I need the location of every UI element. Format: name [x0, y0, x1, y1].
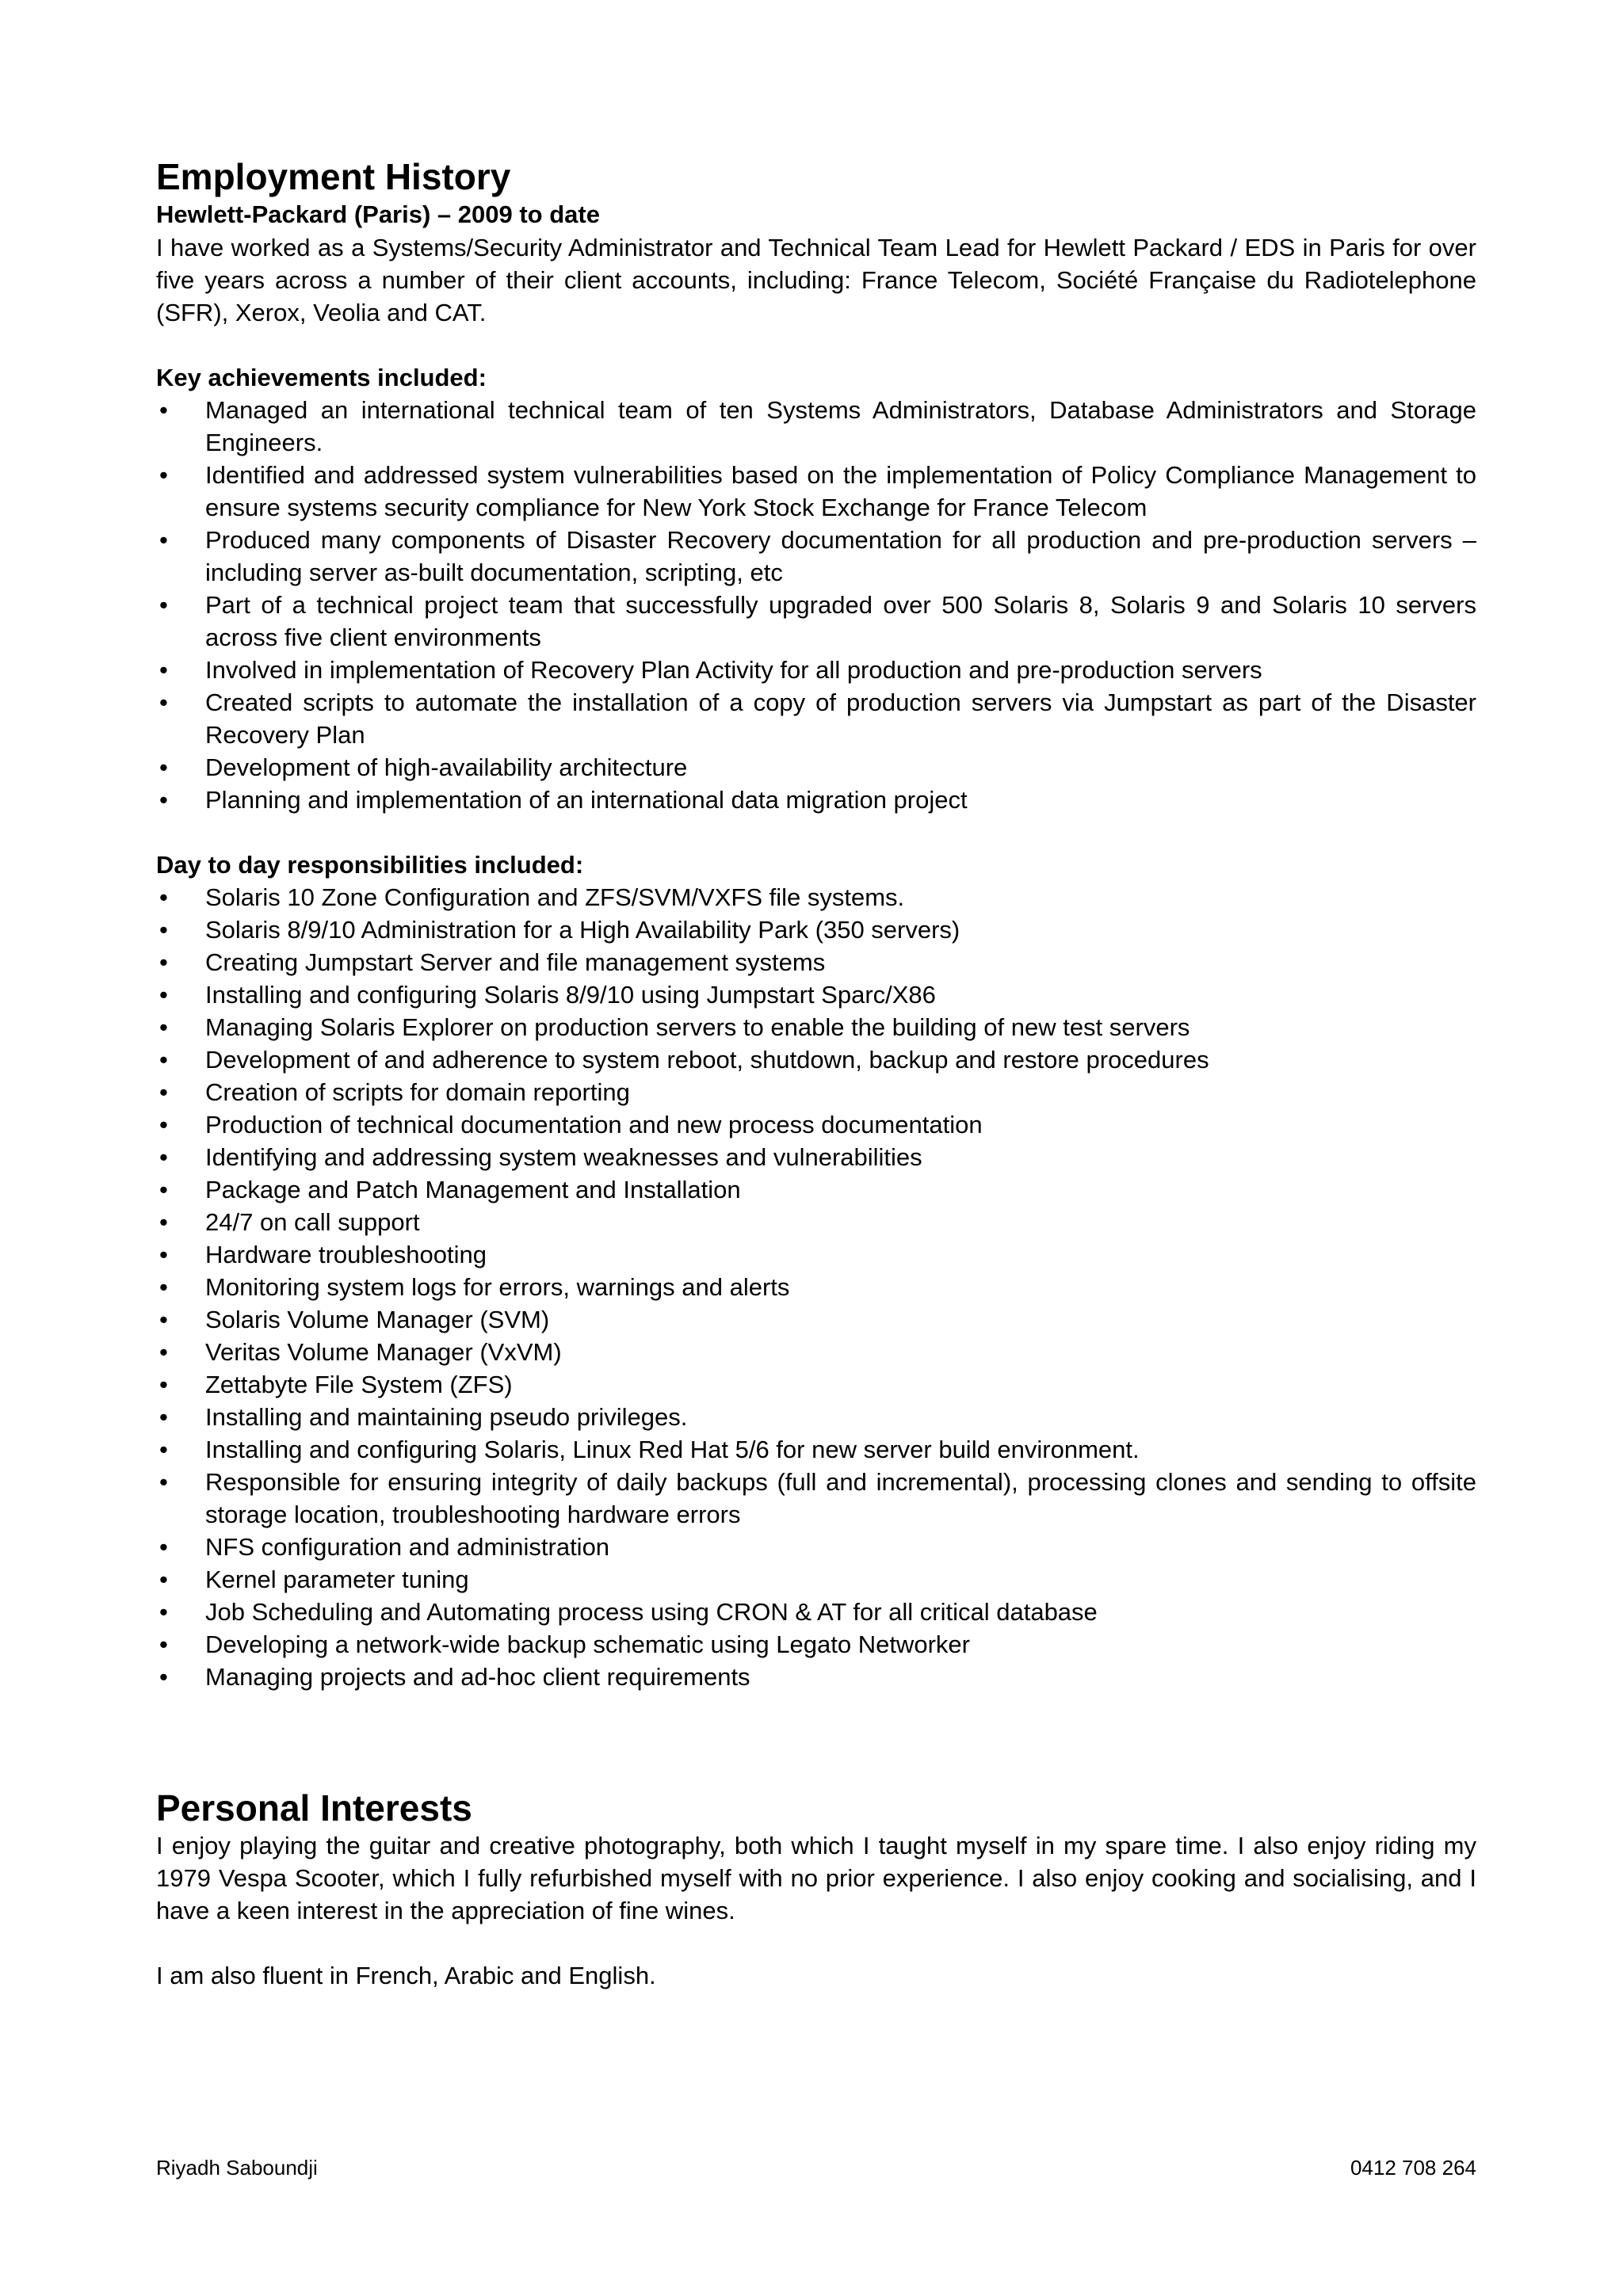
list-item: [156, 459, 1476, 524]
list-item-text: Solaris 8/9/10 Administration for a High Availability Park (350 servers): [205, 916, 960, 944]
bullet-icon: •: [159, 1371, 168, 1398]
list-item-text: Monitoring system logs for errors, warnings and alerts: [205, 1273, 790, 1301]
responsibilities-heading: Day to day responsibilities included:: [156, 851, 584, 879]
bullet-icon: •: [159, 656, 168, 684]
list-item-text: Developing a network-wide backup schematic using Legato Networker: [205, 1630, 970, 1658]
list-item-text: Hardware troubleshooting: [205, 1241, 487, 1268]
bullet-icon: •: [159, 688, 168, 716]
list-item-text: Managed an international technical team of ten Systems Administrators, Database Administrators and Storage Engineers.: [205, 396, 1476, 456]
list-item-text: Solaris 10 Zone Configuration and ZFS/SVM/VXFS file systems.: [205, 883, 905, 911]
bullet-icon: •: [159, 1338, 168, 1366]
bullet-icon: •: [159, 526, 168, 554]
list-item: [156, 1271, 1476, 1303]
employment-intro: I have worked as a Systems/Security Administrator and Technical Team Lead for Hewlett Packard / EDS in Paris for over five years across a number of their client accounts, including: France Telecom, Société Française du Radiotelephone (SFR), Xerox, Veolia and CAT.: [156, 234, 1476, 326]
list-item-text: Installing and configuring Solaris, Linux Red Hat 5/6 for new server build environment.: [205, 1436, 1140, 1463]
list-item: [156, 1466, 1476, 1531]
bullet-icon: •: [159, 1241, 168, 1268]
personal-interests-heading: Personal Interests: [156, 1787, 472, 1829]
list-item: [156, 913, 1476, 946]
bullet-icon: •: [159, 1013, 168, 1041]
list-item: [156, 978, 1476, 1011]
bullet-icon: •: [159, 1306, 168, 1333]
list-item-text: Solaris Volume Manager (SVM): [205, 1306, 550, 1333]
interests-paragraph: I enjoy playing the guitar and creative photography, both which I taught myself in my spare time. I also enjoy riding my 1979 Vespa Scooter, which I fully refurbished myself with no prior experience. I also enjoy cooking and socialising, and I have a keen interest in the appreciation of fine wines.: [156, 1832, 1476, 1924]
list-item: [156, 1596, 1476, 1628]
list-item-text: Creating Jumpstart Server and file management systems: [205, 948, 826, 976]
list-item-text: Zettabyte File System (ZFS): [205, 1371, 513, 1398]
list-item-text: Veritas Volume Manager (VxVM): [205, 1338, 562, 1366]
list-item: [156, 1141, 1476, 1173]
bullet-icon: •: [159, 981, 168, 1009]
list-item-text: Development of high-availability architecture: [205, 753, 688, 781]
bullet-icon: •: [159, 461, 168, 489]
list-item-text: Identifying and addressing system weaknesses and vulnerabilities: [205, 1143, 922, 1171]
bullet-icon: •: [159, 753, 168, 781]
list-item-text: Produced many components of Disaster Recovery documentation for all production and pre-production servers – including server as-built documentation, scripting, etc: [205, 526, 1476, 586]
resume-page: [156, 155, 1476, 1992]
job-title: Hewlett-Packard (Paris) – 2009 to date: [156, 200, 600, 228]
bullet-icon: •: [159, 1566, 168, 1593]
achievements-heading: Key achievements included:: [156, 364, 487, 391]
list-item: [156, 1401, 1476, 1433]
list-item: [156, 1563, 1476, 1596]
list-item: [156, 589, 1476, 654]
list-item: [156, 1368, 1476, 1401]
responsibilities-list: [156, 881, 1476, 1693]
bullet-icon: •: [159, 786, 168, 814]
list-item-text: NFS configuration and administration: [205, 1533, 610, 1561]
list-item: [156, 1628, 1476, 1661]
bullet-icon: •: [159, 1273, 168, 1301]
bullet-icon: •: [159, 1046, 168, 1074]
list-item: [156, 1173, 1476, 1206]
bullet-icon: •: [159, 1143, 168, 1171]
bullet-icon: •: [159, 1436, 168, 1463]
list-item: [156, 394, 1476, 459]
list-item: [156, 1011, 1476, 1043]
list-item: [156, 1108, 1476, 1141]
bullet-icon: •: [159, 916, 168, 944]
list-item: [156, 654, 1476, 686]
list-item: [156, 784, 1476, 816]
list-item: [156, 686, 1476, 751]
list-item-text: Managing Solaris Explorer on production servers to enable the building of new test servers: [205, 1013, 1190, 1041]
list-item-text: Production of technical documentation and new process documentation: [205, 1111, 983, 1138]
bullet-icon: •: [159, 948, 168, 976]
list-item-text: Part of a technical project team that successfully upgraded over 500 Solaris 8, Solaris 9 and Solaris 10 servers across five client environments: [205, 591, 1476, 651]
bullet-icon: •: [159, 1663, 168, 1691]
list-item: [156, 1433, 1476, 1466]
list-item: [156, 1206, 1476, 1238]
list-item-text: Planning and implementation of an international data migration project: [205, 786, 968, 814]
list-item-text: Creation of scripts for domain reporting: [205, 1078, 630, 1106]
bullet-icon: •: [159, 1078, 168, 1106]
list-item-text: Package and Patch Management and Installation: [205, 1176, 741, 1203]
list-item: [156, 1303, 1476, 1336]
bullet-icon: •: [159, 883, 168, 911]
list-item: [156, 1661, 1476, 1693]
list-item: [156, 881, 1476, 913]
bullet-icon: •: [159, 396, 168, 424]
list-item: [156, 1531, 1476, 1563]
bullet-icon: •: [159, 591, 168, 619]
languages-paragraph: I am also fluent in French, Arabic and English.: [156, 1962, 656, 1989]
list-item-text: Created scripts to automate the installation of a copy of production servers via Jumpstart as part of the Disaster Recovery Plan: [205, 688, 1476, 749]
list-item-text: Responsible for ensuring integrity of daily backups (full and incremental), processing clones and sending to offsite storage location, troubleshooting hardware errors: [205, 1468, 1476, 1528]
list-item-text: Installing and maintaining pseudo privileges.: [205, 1403, 688, 1431]
bullet-icon: •: [159, 1403, 168, 1431]
bullet-icon: •: [159, 1598, 168, 1626]
list-item: [156, 1076, 1476, 1108]
list-item-text: Identified and addressed system vulnerabilities based on the implementation of Policy Compliance Management to ensure systems security compliance for New York Stock Exchange for France Telecom: [205, 461, 1476, 521]
list-item: [156, 946, 1476, 978]
list-item-text: Development of and adherence to system reboot, shutdown, backup and restore procedures: [205, 1046, 1209, 1074]
list-item: [156, 524, 1476, 589]
list-item-text: 24/7 on call support: [205, 1208, 420, 1236]
list-item-text: Involved in implementation of Recovery Plan Activity for all production and pre-production servers: [205, 656, 1262, 684]
list-item-text: Job Scheduling and Automating process using CRON & AT for all critical database: [205, 1598, 1098, 1626]
bullet-icon: •: [159, 1176, 168, 1203]
list-item: [156, 1336, 1476, 1368]
bullet-icon: •: [159, 1533, 168, 1561]
bullet-icon: •: [159, 1208, 168, 1236]
bullet-icon: •: [159, 1630, 168, 1658]
footer-phone: 0412 708 264: [1350, 2156, 1476, 2180]
footer-name: Riyadh Saboundji: [156, 2156, 318, 2180]
page-footer: [156, 2155, 1476, 2180]
bullet-icon: •: [159, 1111, 168, 1138]
list-item: [156, 1043, 1476, 1076]
list-item-text: Kernel parameter tuning: [205, 1566, 469, 1593]
achievements-list: [156, 394, 1476, 816]
list-item-text: Managing projects and ad-hoc client requirements: [205, 1663, 750, 1691]
list-item: [156, 1238, 1476, 1271]
list-item: [156, 751, 1476, 784]
employment-history-heading: Employment History: [156, 156, 511, 197]
bullet-icon: •: [159, 1468, 168, 1496]
list-item-text: Installing and configuring Solaris 8/9/10 using Jumpstart Sparc/X86: [205, 981, 936, 1009]
